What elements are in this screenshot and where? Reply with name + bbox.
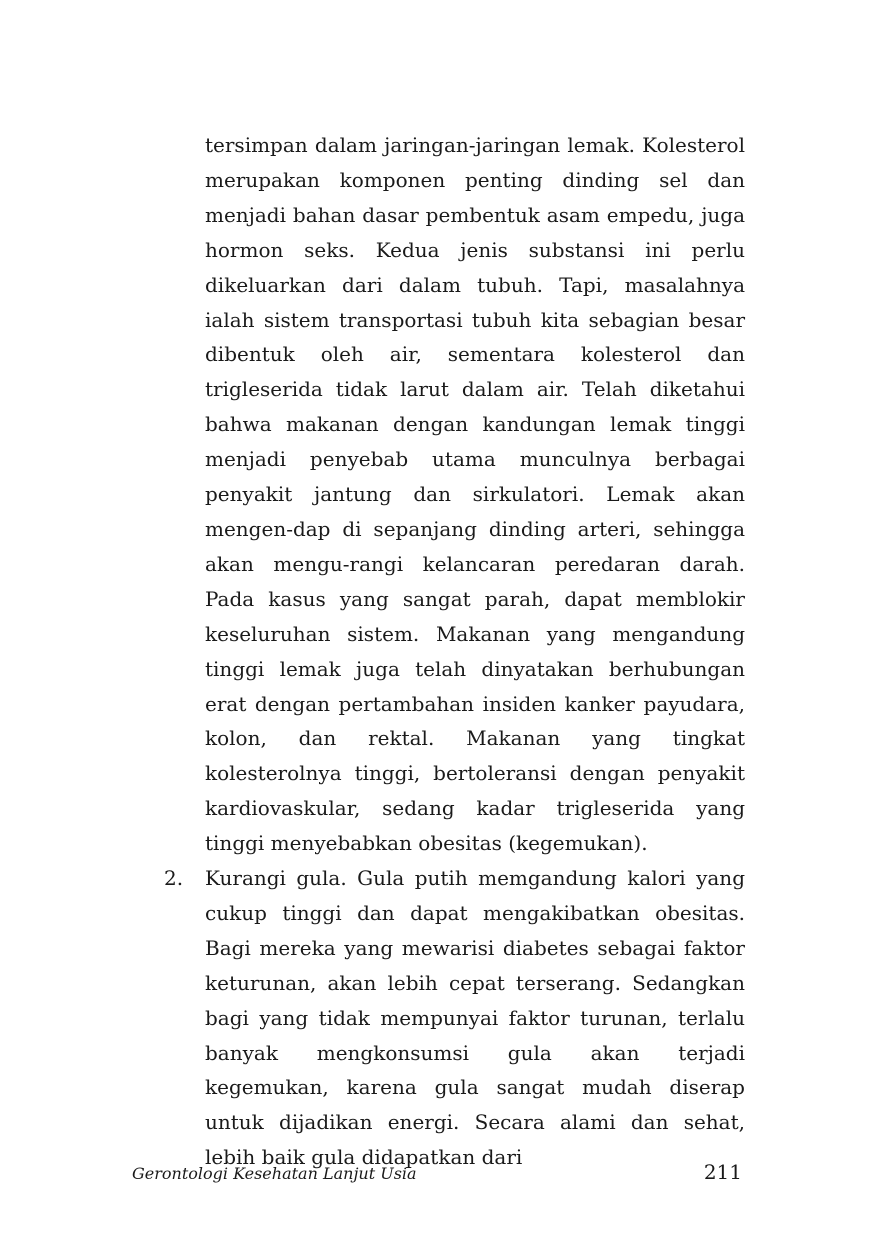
continuation-paragraph: tersimpan dalam jaringan-jaringan lemak. Kolesterol merupakan komponen penting dinding sel dan menjadi bahan dasar pembentuk asam empedu, juga hormon seks. Kedua jenis substansi ini perlu dikeluarkan dari dalam tubuh. Tapi, masalahnya ialah sistem transportasi tubuh kita sebagian besar dibentuk oleh air, sementara kolesterol dan trigleserida tidak larut dalam air. Telah diketahui bahwa makanan dengan kandungan lemak tinggi menjadi penyebab utama munculnya berbagai penyakit jantung dan sirkulatori. Lemak akan mengen-dap di sepanjang dinding arteri, sehingga akan mengu-rangi kelancaran peredaran darah. Pada kasus yang sangat parah, dapat memblokir keseluruhan sistem. Makanan yang mengandung tinggi lemak juga telah dinyatakan berhubungan erat dengan pertambahan insiden kanker payudara, kolon, dan rektal. Makanan yang tingkat kolesterolnya tinggi, bertoleransi dengan penyakit kardiovaskular, sedang kadar trigleserida yang tinggi menyebabkan obesitas (kegemukan). [205,133,745,856]
page-footer [132,1160,742,1190]
page-number: 211 [703,1160,742,1184]
list-item-number: 2. [164,866,184,891]
running-footer-title: Gerontologi Kesehatan Lanjut Usia [132,1164,417,1183]
list-item-text: Kurangi gula. Gula putih memgandung kalori yang cukup tinggi dan dapat mengakibatkan obesitas. Bagi mereka yang mewarisi diabetes sebagai faktor keturunan, akan lebih cepat terserang. Sedangkan bagi yang tidak mempunyai faktor turunan, terlalu banyak mengkonsumsi gula akan terjadi kegemukan, karena gula sangat mudah diserap untuk dijadikan energi. Secara alami dan sehat, lebih baik gula didapatkan dari [205,866,745,1170]
